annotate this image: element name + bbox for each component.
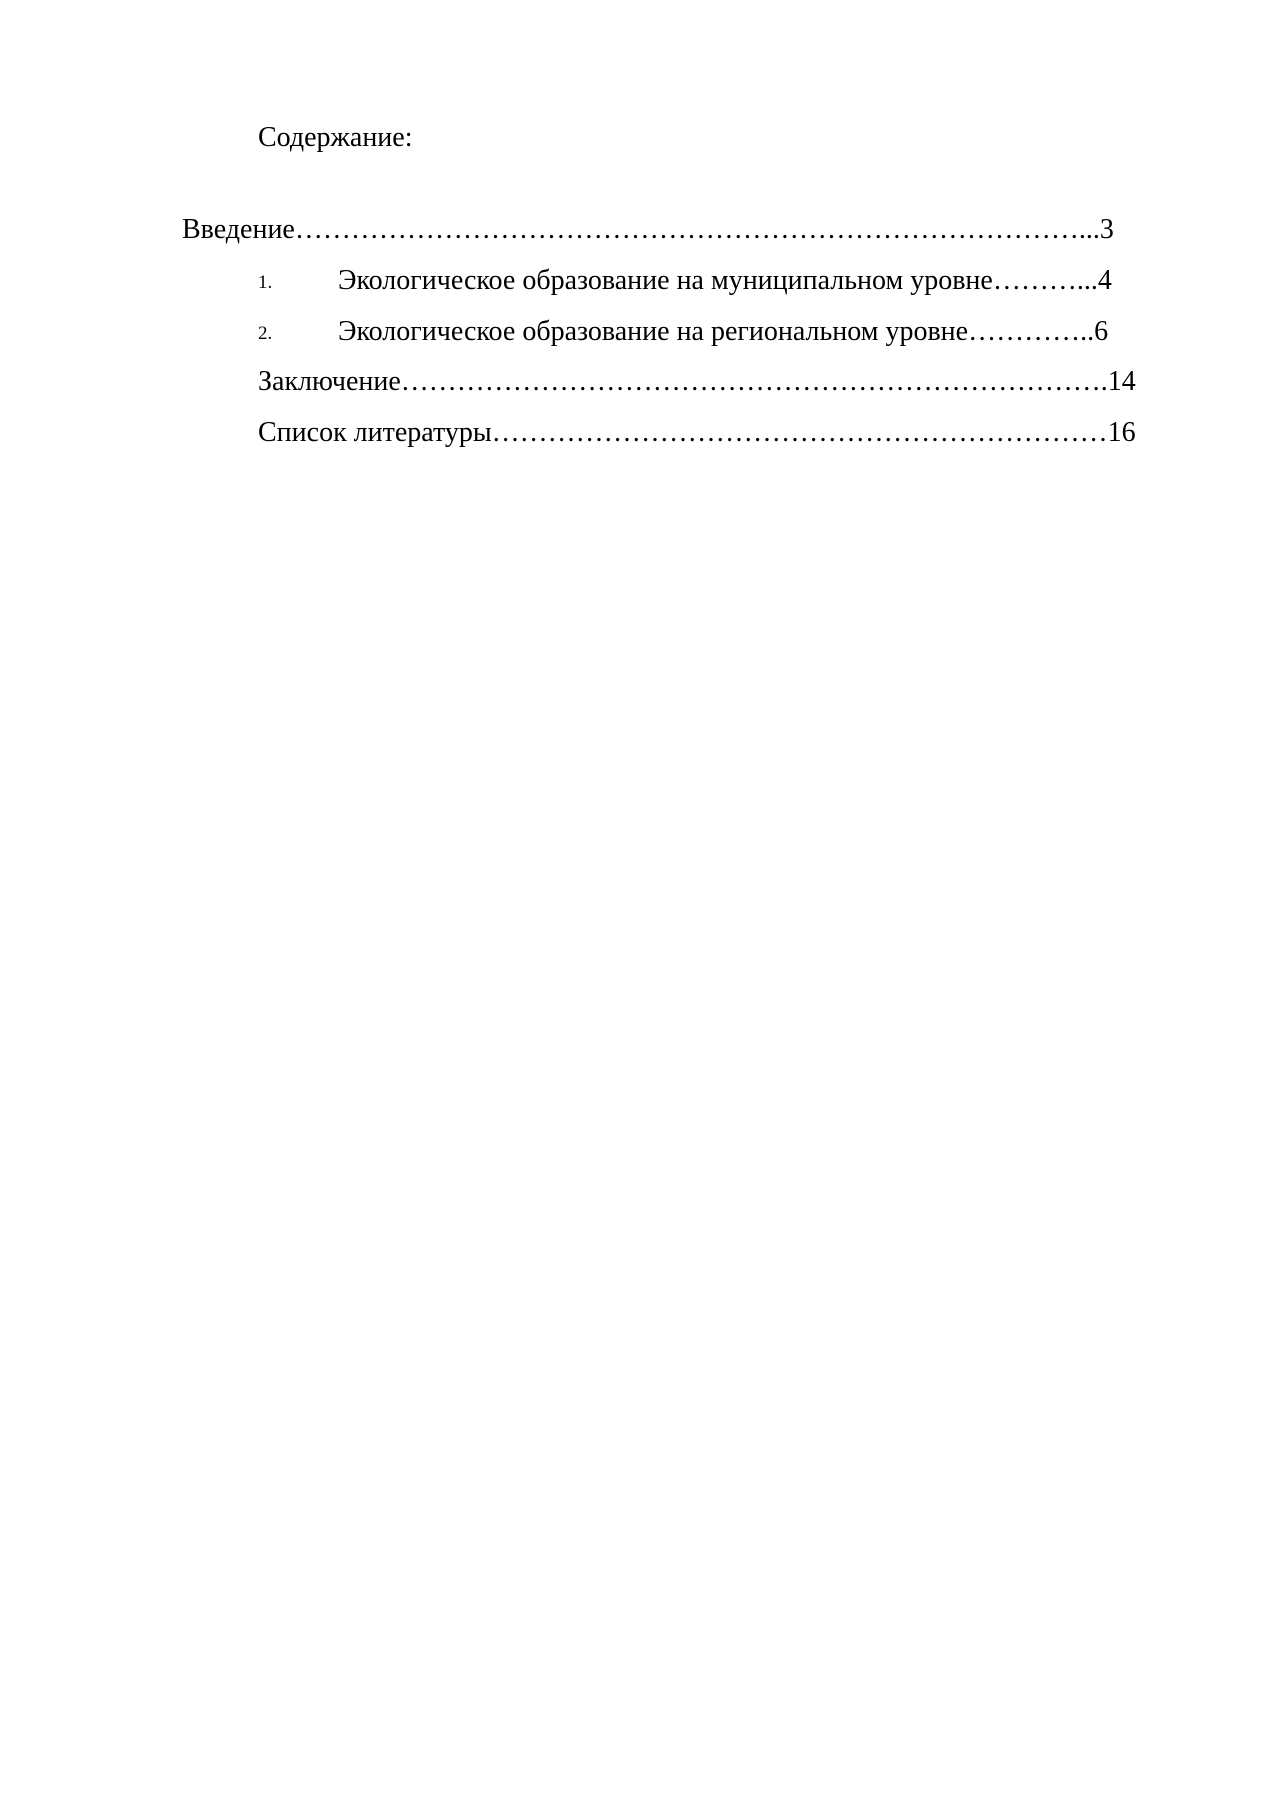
toc-entry-regional: Экологическое образование на региональном уровне…………..6 xyxy=(338,316,1109,347)
toc-entry-municipal: Экологическое образование на муниципальном уровне………...4 xyxy=(338,265,1112,296)
toc-entry-number: 2. xyxy=(258,323,273,344)
toc-heading: Содержание: xyxy=(258,122,413,153)
toc-entry-conclusion: Заключение………………………………………………………………….14 xyxy=(258,366,1136,397)
toc-entry-number: 1. xyxy=(258,272,273,293)
toc-entry-introduction: Введение…………………………………………………………………………...3 xyxy=(182,214,1114,245)
toc-entry-bibliography: Список литературы…………………………………………………………16 xyxy=(258,417,1136,448)
